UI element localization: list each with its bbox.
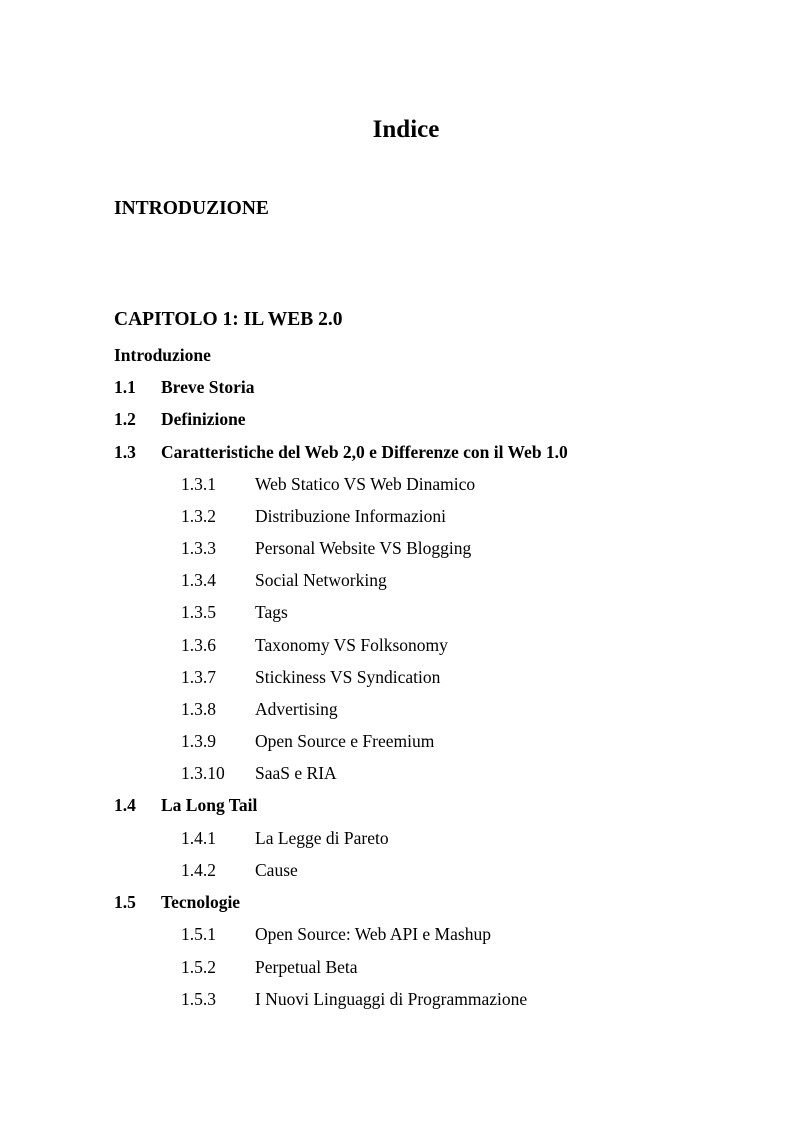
toc-entry-label: Personal Website VS Blogging <box>255 538 472 558</box>
toc-entry-number: 1.5.3 <box>181 989 216 1009</box>
toc-entry-number: 1.3.1 <box>181 474 216 494</box>
toc-entry-number: 1.3.2 <box>181 506 216 526</box>
toc-entry-label: Advertising <box>255 699 338 719</box>
toc-entry-number: 1.5.1 <box>181 924 216 944</box>
toc-entry-label: Introduzione <box>114 345 211 365</box>
toc-entry-label: Perpetual Beta <box>255 957 358 977</box>
toc-entry-label: Breve Storia <box>161 377 255 397</box>
toc-entry-label: Caratteristiche del Web 2,0 e Differenze con il Web 1.0 <box>161 442 568 462</box>
toc-entry-label: I Nuovi Linguaggi di Programmazione <box>255 989 528 1009</box>
toc-entry-label: Social Networking <box>255 570 387 590</box>
toc-entry-number: 1.5 <box>114 892 136 912</box>
toc-entry-label: Distribuzione Informazioni <box>255 506 446 526</box>
toc-entry-label: Stickiness VS Syndication <box>255 667 441 687</box>
toc-entry-number: 1.5.2 <box>181 957 216 977</box>
toc-entry-label: Cause <box>255 860 298 880</box>
toc-entry-label: Web Statico VS Web Dinamico <box>255 474 476 494</box>
toc-entry-number: 1.4.1 <box>181 828 216 848</box>
chapter-1-heading[interactable]: CAPITOLO 1: IL WEB 2.0 <box>114 309 343 330</box>
toc-entry-label: Open Source: Web API e Mashup <box>255 924 491 944</box>
toc-entry-number: 1.3.8 <box>181 699 216 719</box>
toc-entry-label: SaaS e RIA <box>255 763 337 783</box>
toc-entry-label: La Legge di Pareto <box>255 828 389 848</box>
toc-entry-number: 1.4 <box>114 795 136 815</box>
introduzione-heading[interactable]: INTRODUZIONE <box>114 198 269 219</box>
toc-entry-number: 1.3 <box>114 442 136 462</box>
toc-entry-label: Taxonomy VS Folksonomy <box>255 635 448 655</box>
toc-entry-number: 1.3.9 <box>181 731 216 751</box>
toc-entry-label: Tecnologie <box>161 892 241 912</box>
toc-entry-number: 1.3.5 <box>181 602 216 622</box>
toc-entry-number: 1.2 <box>114 409 136 429</box>
toc-entry-number: 1.3.10 <box>181 763 225 783</box>
toc-entry-number: 1.3.4 <box>181 570 216 590</box>
toc-entry-label: Definizione <box>161 409 246 429</box>
page-title: Indice <box>372 116 440 143</box>
toc-entry-number: 1.3.7 <box>181 667 216 687</box>
toc-entry-label: La Long Tail <box>161 795 258 815</box>
toc-entry-number: 1.3.3 <box>181 538 216 558</box>
toc-entry-number: 1.3.6 <box>181 635 216 655</box>
toc-entry-number: 1.4.2 <box>181 860 216 880</box>
toc-entry-label: Tags <box>255 602 288 622</box>
toc-entry-label: Open Source e Freemium <box>255 731 435 751</box>
toc-entry-number: 1.1 <box>114 377 136 397</box>
